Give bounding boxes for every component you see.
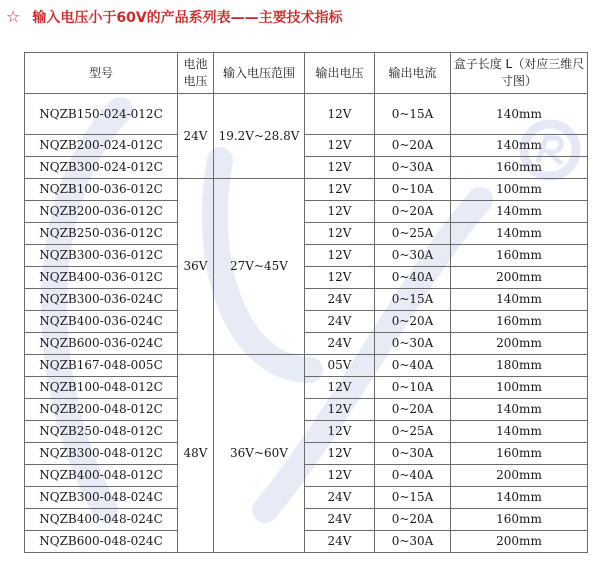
model-cell: NQZB300-036-024C (25, 289, 178, 311)
output-voltage-cell: 24V (305, 333, 375, 355)
header-output-voltage: 输出电压 (305, 53, 375, 94)
output-voltage-cell: 12V (305, 465, 375, 487)
output-current-cell: 0~30A (375, 443, 451, 465)
model-cell: NQZB200-036-012C (25, 201, 178, 223)
table-row (25, 94, 588, 135)
output-voltage-cell: 24V (305, 487, 375, 509)
page-title-text: 输入电压小于60V的产品系列表——主要技术指标 (32, 10, 343, 26)
box-length-cell: 160mm (451, 157, 588, 179)
output-current-cell: 0~25A (375, 421, 451, 443)
output-current-cell: 0~40A (375, 465, 451, 487)
star-icon: ☆ (6, 7, 21, 26)
output-voltage-cell: 05V (305, 355, 375, 377)
output-current-cell: 0~30A (375, 333, 451, 355)
box-length-cell: 140mm (451, 399, 588, 421)
output-current-cell: 0~40A (375, 267, 451, 289)
input-range-cell: 36V~60V (214, 355, 305, 553)
output-voltage-cell: 12V (305, 245, 375, 267)
table-row (25, 245, 588, 267)
table-row (25, 421, 588, 443)
table-row (25, 179, 588, 201)
output-current-cell: 0~10A (375, 179, 451, 201)
output-current-cell: 0~15A (375, 487, 451, 509)
model-cell: NQZB400-036-024C (25, 311, 178, 333)
output-current-cell: 0~15A (375, 289, 451, 311)
output-voltage-cell: 24V (305, 531, 375, 553)
table-row (25, 311, 588, 333)
table-row (25, 509, 588, 531)
output-current-cell: 0~40A (375, 355, 451, 377)
output-voltage-cell: 12V (305, 157, 375, 179)
output-voltage-cell: 12V (305, 223, 375, 245)
output-voltage-cell: 24V (305, 509, 375, 531)
box-length-cell: 160mm (451, 443, 588, 465)
output-voltage-cell: 24V (305, 311, 375, 333)
box-length-cell: 140mm (451, 135, 588, 157)
output-current-cell: 0~10A (375, 377, 451, 399)
table-row (25, 465, 588, 487)
model-cell: NQZB400-036-012C (25, 267, 178, 289)
output-voltage-cell: 12V (305, 399, 375, 421)
output-current-cell: 0~30A (375, 157, 451, 179)
table-row (25, 531, 588, 553)
table-header-row (25, 53, 588, 94)
output-current-cell: 0~20A (375, 311, 451, 333)
header-input-range: 输入电压范围 (214, 53, 305, 94)
spec-table (24, 52, 588, 553)
box-length-cell: 140mm (451, 421, 588, 443)
output-voltage-cell: 12V (305, 267, 375, 289)
page-title (6, 6, 343, 28)
spec-table-body (25, 94, 588, 553)
model-cell: NQZB200-024-012C (25, 135, 178, 157)
output-current-cell: 0~15A (375, 94, 451, 135)
input-range-cell: 19.2V~28.8V (214, 94, 305, 179)
output-voltage-cell: 12V (305, 421, 375, 443)
model-cell: NQZB250-036-012C (25, 223, 178, 245)
header-battery-voltage: 电池电压 (178, 53, 214, 94)
table-row (25, 487, 588, 509)
header-output-current: 输出电流 (375, 53, 451, 94)
model-cell: NQZB600-036-024C (25, 333, 178, 355)
model-cell: NQZB100-036-012C (25, 179, 178, 201)
output-voltage-cell: 12V (305, 377, 375, 399)
output-current-cell: 0~20A (375, 201, 451, 223)
output-current-cell: 0~25A (375, 223, 451, 245)
output-voltage-cell: 12V (305, 94, 375, 135)
model-cell: NQZB400-048-012C (25, 465, 178, 487)
table-row (25, 355, 588, 377)
table-row (25, 443, 588, 465)
output-current-cell: 0~20A (375, 135, 451, 157)
table-row (25, 289, 588, 311)
output-voltage-cell: 24V (305, 289, 375, 311)
output-current-cell: 0~20A (375, 509, 451, 531)
box-length-cell: 200mm (451, 465, 588, 487)
box-length-cell: 140mm (451, 94, 588, 135)
table-row (25, 399, 588, 421)
model-cell: NQZB400-048-024C (25, 509, 178, 531)
box-length-cell: 180mm (451, 355, 588, 377)
table-row (25, 267, 588, 289)
model-cell: NQZB300-048-024C (25, 487, 178, 509)
battery-voltage-cell: 36V (178, 179, 214, 355)
box-length-cell: 160mm (451, 509, 588, 531)
input-range-cell: 27V~45V (214, 179, 305, 355)
table-row (25, 377, 588, 399)
box-length-cell: 160mm (451, 245, 588, 267)
model-cell: NQZB167-048-005C (25, 355, 178, 377)
battery-voltage-cell: 48V (178, 355, 214, 553)
model-cell: NQZB200-048-012C (25, 399, 178, 421)
box-length-cell: 200mm (451, 267, 588, 289)
output-current-cell: 0~30A (375, 245, 451, 267)
table-row (25, 157, 588, 179)
output-voltage-cell: 12V (305, 201, 375, 223)
output-voltage-cell: 12V (305, 443, 375, 465)
box-length-cell: 160mm (451, 311, 588, 333)
table-row (25, 333, 588, 355)
table-row (25, 201, 588, 223)
header-box-length: 盒子长度 L（对应三维尺寸图） (451, 53, 588, 94)
box-length-cell: 200mm (451, 531, 588, 553)
header-model: 型号 (25, 53, 178, 94)
box-length-cell: 140mm (451, 201, 588, 223)
table-row (25, 135, 588, 157)
model-cell: NQZB150-024-012C (25, 94, 178, 135)
model-cell: NQZB250-048-012C (25, 421, 178, 443)
table-row (25, 223, 588, 245)
box-length-cell: 200mm (451, 333, 588, 355)
box-length-cell: 140mm (451, 289, 588, 311)
model-cell: NQZB300-036-012C (25, 245, 178, 267)
output-voltage-cell: 12V (305, 135, 375, 157)
box-length-cell: 100mm (451, 179, 588, 201)
battery-voltage-cell: 24V (178, 94, 214, 179)
model-cell: NQZB300-024-012C (25, 157, 178, 179)
output-current-cell: 0~20A (375, 399, 451, 421)
box-length-cell: 100mm (451, 377, 588, 399)
output-current-cell: 0~30A (375, 531, 451, 553)
output-voltage-cell: 12V (305, 179, 375, 201)
box-length-cell: 140mm (451, 223, 588, 245)
model-cell: NQZB300-048-012C (25, 443, 178, 465)
model-cell: NQZB600-048-024C (25, 531, 178, 553)
box-length-cell: 140mm (451, 487, 588, 509)
model-cell: NQZB100-048-012C (25, 377, 178, 399)
